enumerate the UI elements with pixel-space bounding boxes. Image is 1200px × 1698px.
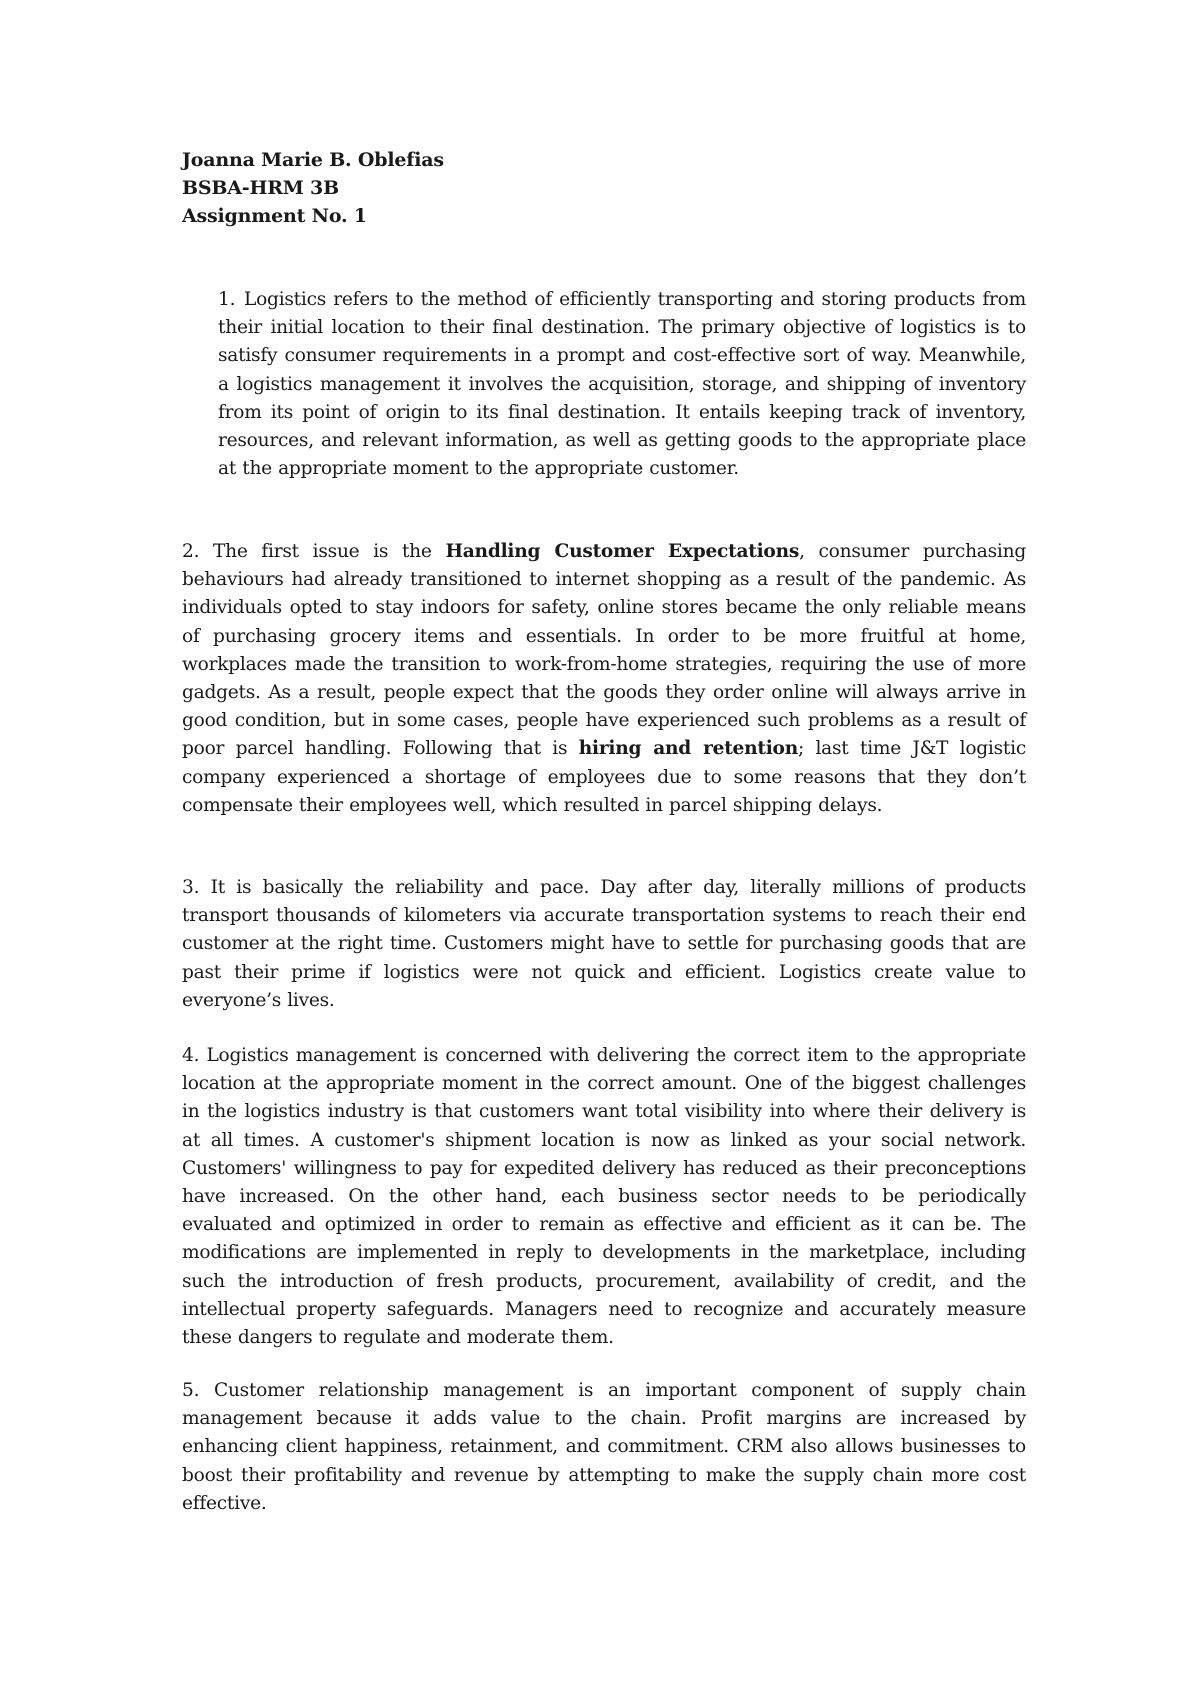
answer-2-bold-handling: Handling Customer Expectations (445, 541, 800, 562)
answer-4: 4. Logistics management is concerned with delivering the correct item to the appropriate location at the appropriate moment in the correct amount. One of the biggest challenges in the logistics industry is that customers want total visibility into where their delivery is at all times. A customer's shipment location is now as linked as your social network. Customers' willingness to pay for expedited delivery has reduced as their preconceptions have increased. On the other hand, each business sector needs to be periodically evaluated and optimized in order to remain as effective and efficient as it can be. The modifications are implemented in reply to developments in the marketplace, including such the introduction of fresh products, procurement, availability of credit, and the intellectual property safeguards. Managers need to recognize and accurately measure these dangers to regulate and moderate them. (182, 1045, 1026, 1349)
student-name: Joanna Marie B. Oblefias (182, 149, 444, 171)
assignment-title: Assignment No. 1 (182, 205, 367, 227)
answer-2-tail: ; last time J&T logistic company experienced a shortage of employees due to some reasons that they don’t compensate their employees well, which resulted in parcel shipping delays. (182, 738, 1026, 816)
answer-5: 5. Customer relationship management is an important component of supply chain management because it adds value to the chain. Profit margins are increased by enhancing client happiness, retainment, and commitment. CRM also allows businesses to boost their profitability and revenue by attempting to make the supply chain more cost effective. (182, 1380, 1026, 1514)
answer-2-bold-hiring: hiring and retention (578, 738, 798, 760)
answer-1-number: 1. (218, 289, 236, 310)
answer-2-middle: , consumer purchasing behaviours had already transitioned to internet shopping as a result of the pandemic. As individuals opted to stay indoors for safety, online stores became the only reliable means of purchasing grocery items and essentials. In order to be more fruitful at home, workplaces made the transition to work-from-home strategies, requiring the use of more gadgets. As a result, people expect that the goods they order online will always arrive in good condition, but in some cases, people have experienced such problems as a result of poor parcel handling. Following that is (182, 541, 1026, 760)
course-section: BSBA-HRM 3B (182, 177, 339, 199)
answer-1-text: Logistics refers to the method of efficiently transporting and storing products from their initial location to their final destination. The primary objective of logistics is to satisfy consumer requirements in a prompt and cost-effective sort of way. Meanwhile, a logistics management it involves the acquisition, storage, and shipping of inventory from its point of origin to its final destination. It entails keeping track of inventory, resources, and relevant information, as well as getting goods to the appropriate place at the appropriate moment to the appropriate customer. (218, 289, 1026, 480)
document-header (182, 146, 782, 230)
answer-2-lead: 2. The first issue is the (182, 541, 446, 562)
answer-3: 3. It is basically the reliability and pace. Day after day, literally millions of products transport thousands of kilometers via accurate transportation systems to reach their end customer at the right time. Customers might have to settle for purchasing goods that are past their prime if logistics were not quick and efficient. Logistics create value to everyone’s lives. (182, 877, 1026, 1011)
answer-2 (182, 538, 1026, 820)
answer-1 (218, 286, 1026, 483)
